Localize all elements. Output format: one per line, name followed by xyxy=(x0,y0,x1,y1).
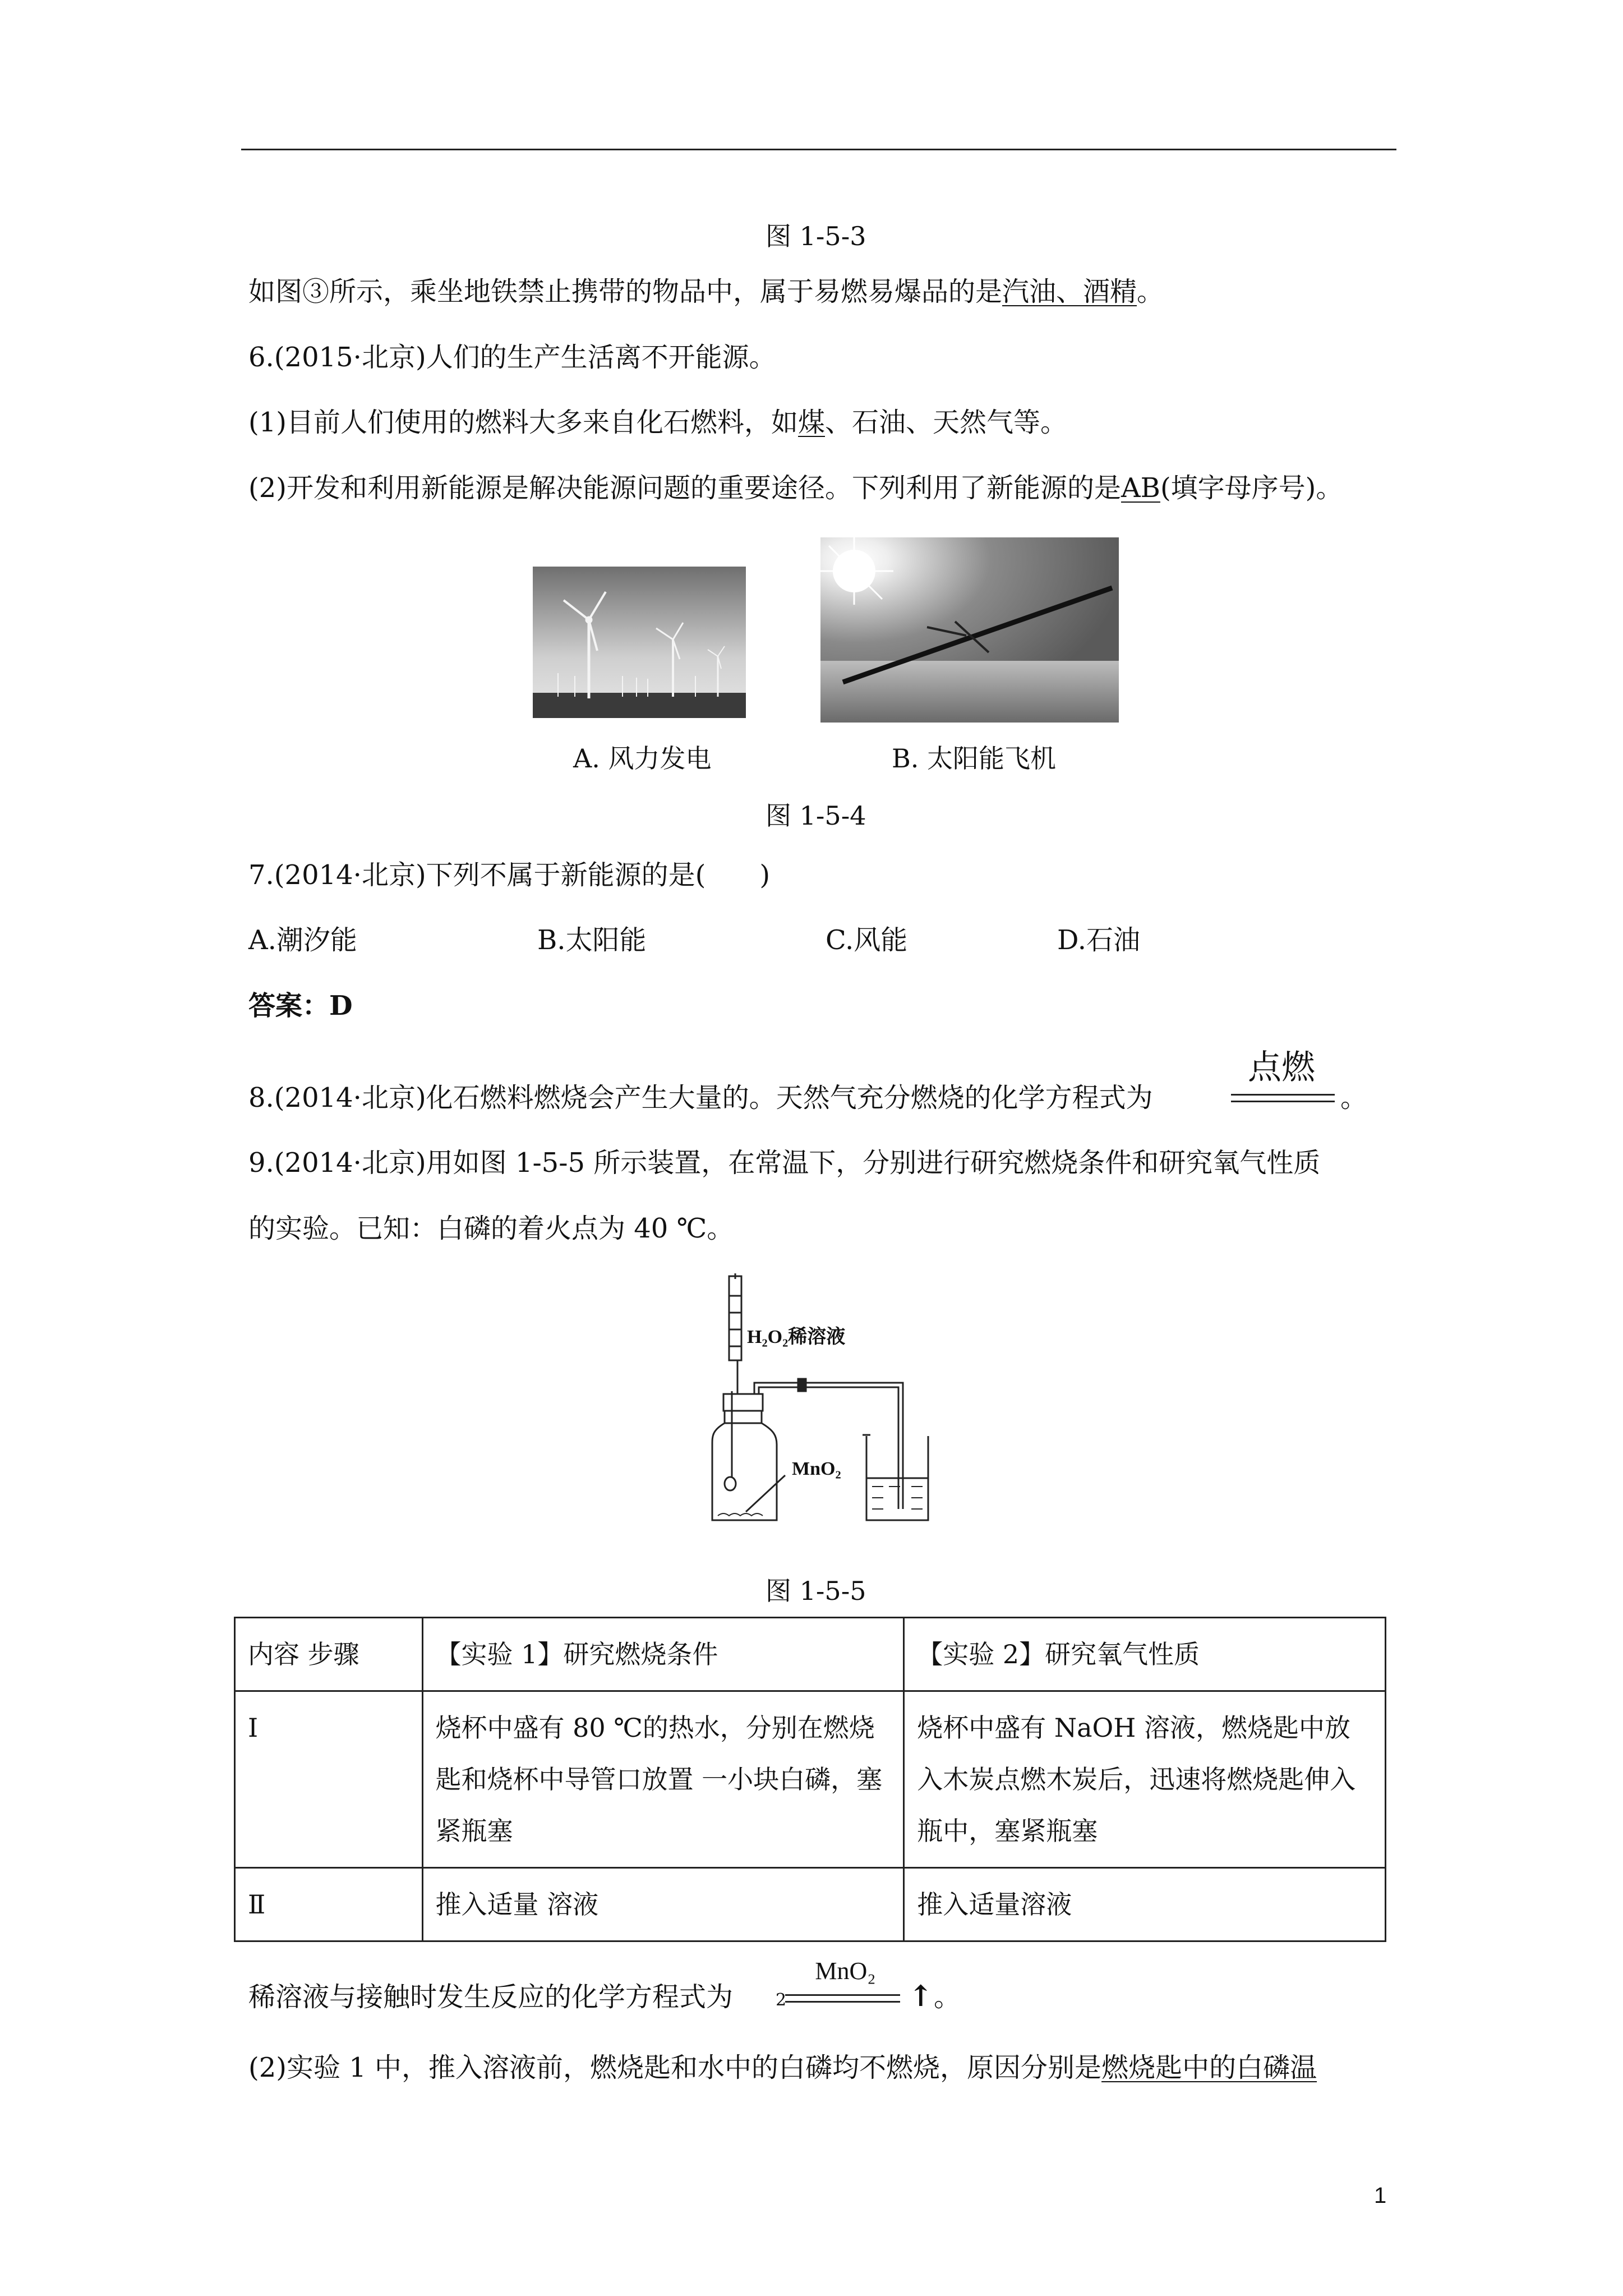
equation-end: 。 xyxy=(934,1981,961,2013)
answer-underlined: 煤 xyxy=(798,407,826,438)
question-9-line-1: 9.(2014·北京)用如图 1-5-5 所示装置，在常温下，分别进行研究燃烧条件和研究氧气性质 xyxy=(248,1147,1321,1179)
paragraph-fig3 xyxy=(248,275,1164,309)
table-cell: Ⅰ xyxy=(235,1691,423,1868)
equation-condition: MnO₂ xyxy=(815,1957,876,1985)
label-h2o2: H₂O₂稀溶液 xyxy=(747,1327,846,1347)
table-cell: 推入适量溶液 xyxy=(904,1868,1386,1941)
q8-condition: 点燃 xyxy=(1248,1048,1315,1087)
table-row xyxy=(235,1868,1386,1941)
figure-caption-1-5-3: 图 1-5-3 xyxy=(766,221,866,251)
q6-1-end: 、石油、天然气等。 xyxy=(825,407,1068,438)
table-cell: 烧杯中盛有 NaOH 溶液，燃烧匙中放入木炭点燃木炭后，迅速将燃烧匙伸入瓶中，塞紧瓶塞 xyxy=(904,1691,1386,1868)
photo-b-label: B. 太阳能飞机 xyxy=(892,743,1057,774)
answer-underlined: AB xyxy=(1121,472,1160,504)
question-7-title: 7.(2014·北京)下列不属于新能源的是( ) xyxy=(248,859,771,891)
q7-option-b: B.太阳能 xyxy=(537,924,647,956)
figure-caption-1-5-5: 图 1-5-5 xyxy=(766,1576,866,1606)
equation-equals-sign xyxy=(785,1994,900,2003)
equation-line: 稀溶液与接触时发生反应的化学方程式为 xyxy=(248,1981,734,2013)
q7-option-c: C.风能 xyxy=(826,924,908,956)
q9-2-text: (2)实验 1 中，推入溶液前，燃烧匙和水中的白磷均不燃烧，原因分别是 xyxy=(248,2052,1102,2083)
question-6-title: 6.(2015·北京)人们的生产生活离不开能源。 xyxy=(248,342,776,373)
photo-a-label: A. 风力发电 xyxy=(573,743,712,774)
table-header-cell: 【实验 2】研究氧气性质 xyxy=(904,1618,1386,1691)
q8-end: 。 xyxy=(1340,1082,1368,1114)
q6-1-text: (1)目前人们使用的燃料大多来自化石燃料，如 xyxy=(248,407,798,438)
experiment-table xyxy=(234,1617,1386,1942)
table-row xyxy=(235,1691,1386,1868)
table-header-cell: 内容 步骤 xyxy=(235,1618,423,1691)
solar-plane-photo xyxy=(820,537,1119,723)
q7-answer: 答案：D xyxy=(248,990,353,1022)
apparatus-diagram xyxy=(662,1273,953,1531)
answer-underlined: 汽油、酒精 xyxy=(1002,276,1137,307)
q6-2-end: (填字母序号)。 xyxy=(1160,472,1343,504)
q8-equals-sign xyxy=(1231,1094,1335,1102)
header-rule xyxy=(241,149,1396,150)
table-cell: Ⅱ xyxy=(235,1868,423,1941)
equation-subscript: 2 xyxy=(776,1990,787,2010)
question-6-part-1 xyxy=(248,406,1067,439)
question-6-part-2 xyxy=(248,471,1343,505)
answer-underlined: 燃烧匙中的白磷温 xyxy=(1101,2052,1317,2083)
table-cell: 推入适量 溶液 xyxy=(422,1868,904,1941)
page-number: 1 xyxy=(1374,2183,1387,2208)
label-mno2: MnO₂ xyxy=(792,1458,841,1479)
question-9-part-2 xyxy=(248,2051,1317,2085)
q7-option-a: A.潮汐能 xyxy=(248,924,357,956)
table-row xyxy=(235,1618,1386,1691)
paragraph-fig3-text: 如图③所示，乘坐地铁禁止携带的物品中，属于易燃易爆品的是 xyxy=(248,276,1003,307)
table-header-cell: 【实验 1】研究燃烧条件 xyxy=(422,1618,904,1691)
q7-option-d: D.石油 xyxy=(1057,924,1141,956)
paragraph-end: 。 xyxy=(1137,276,1164,307)
question-9-line-2: 的实验。已知：白磷的着火点为 40 ℃。 xyxy=(248,1213,734,1244)
wind-power-photo xyxy=(533,567,746,718)
gas-arrow: ↑ xyxy=(909,1979,933,2013)
table-cell: 烧杯中盛有 80 ℃的热水，分别在燃烧匙和烧杯中导管口放置 一小块白磷，塞紧瓶塞 xyxy=(422,1691,904,1868)
figure-caption-1-5-4: 图 1-5-4 xyxy=(766,800,866,831)
q6-2-text: (2)开发和利用新能源是解决能源问题的重要途径。下列利用了新能源的是 xyxy=(248,472,1121,504)
question-8: 8.(2014·北京)化石燃料燃烧会产生大量的。天然气充分燃烧的化学方程式为 xyxy=(248,1082,1153,1114)
